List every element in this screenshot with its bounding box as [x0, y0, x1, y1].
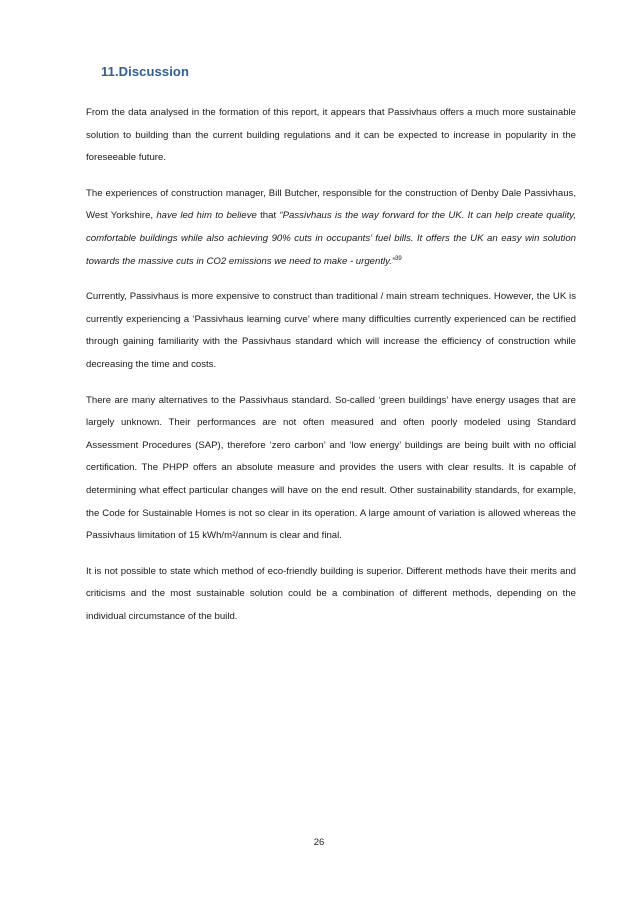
paragraph-cost: Currently, Passivhaus is more expensive to construct than traditional / main stream techniques. However, the UK is currently experiencing a ‘Passivhaus learning curve’ where many difficulties currently experienced can be rectified through gaining familiarity with the Passivhaus standard which will increase the efficiency of construction while decreasing the time and costs. [86, 291, 576, 370]
section-heading: 11.Discussion [101, 64, 190, 79]
footnote-reference: 39 [395, 255, 402, 262]
paragraph-summary: From the data analysed in the formation of this report, it appears that Passivhaus offers a much more sustainable solution to building than the current building regulations and it can be expected to increase in popularity in the foreseeable future. [86, 107, 576, 164]
quote-connector-text: that [256, 210, 280, 222]
paragraph-conclusion: It is not possible to state which method of eco-friendly building is superior. Different methods have their merits and criticisms and the most sustainable solution could be a combination of different methods, depending on the individual circumstance of the build. [86, 565, 576, 622]
section-body [86, 102, 576, 641]
paragraph-quote [86, 183, 576, 273]
quote-intro-text: The experiences of construction manager, Bill Butcher, responsible for the construction of Denby Dale Passivhaus, West Yorkshire, [86, 187, 576, 222]
quoted-statement: “Passivhaus is the way forward for the UK. It can help create quality, comfortable buildings while also achieving 90% cuts in occupants’ fuel bills. It offers the UK an easy win solution towards the massive cuts in CO2 emissions we need to make - urgently.” [86, 210, 576, 267]
paragraph-alternatives: There are many alternatives to the Passivhaus standard. So-called ‘green buildings’ have energy usages that are largely unknown. Their performances are not often measured and often poorly modeled using Standard Assessment Procedures (SAP), therefore ‘zero carbon’ and ‘low energy’ buildings are being built with no official certification. The PHPP offers an absolute measure and provides the users with clear results. It is capable of determining what effect particular changes will have on the end result. Other sustainability standards, for example, the Code for Sustainable Homes is not so clear in its operation. A large amount of variation is allowed whereas the Passivhaus limitation of 15 kWh/m²/annum is clear and final. [86, 394, 576, 542]
quote-italic-text: have led him to believe [153, 210, 257, 222]
page-number: 26 [313, 837, 325, 848]
